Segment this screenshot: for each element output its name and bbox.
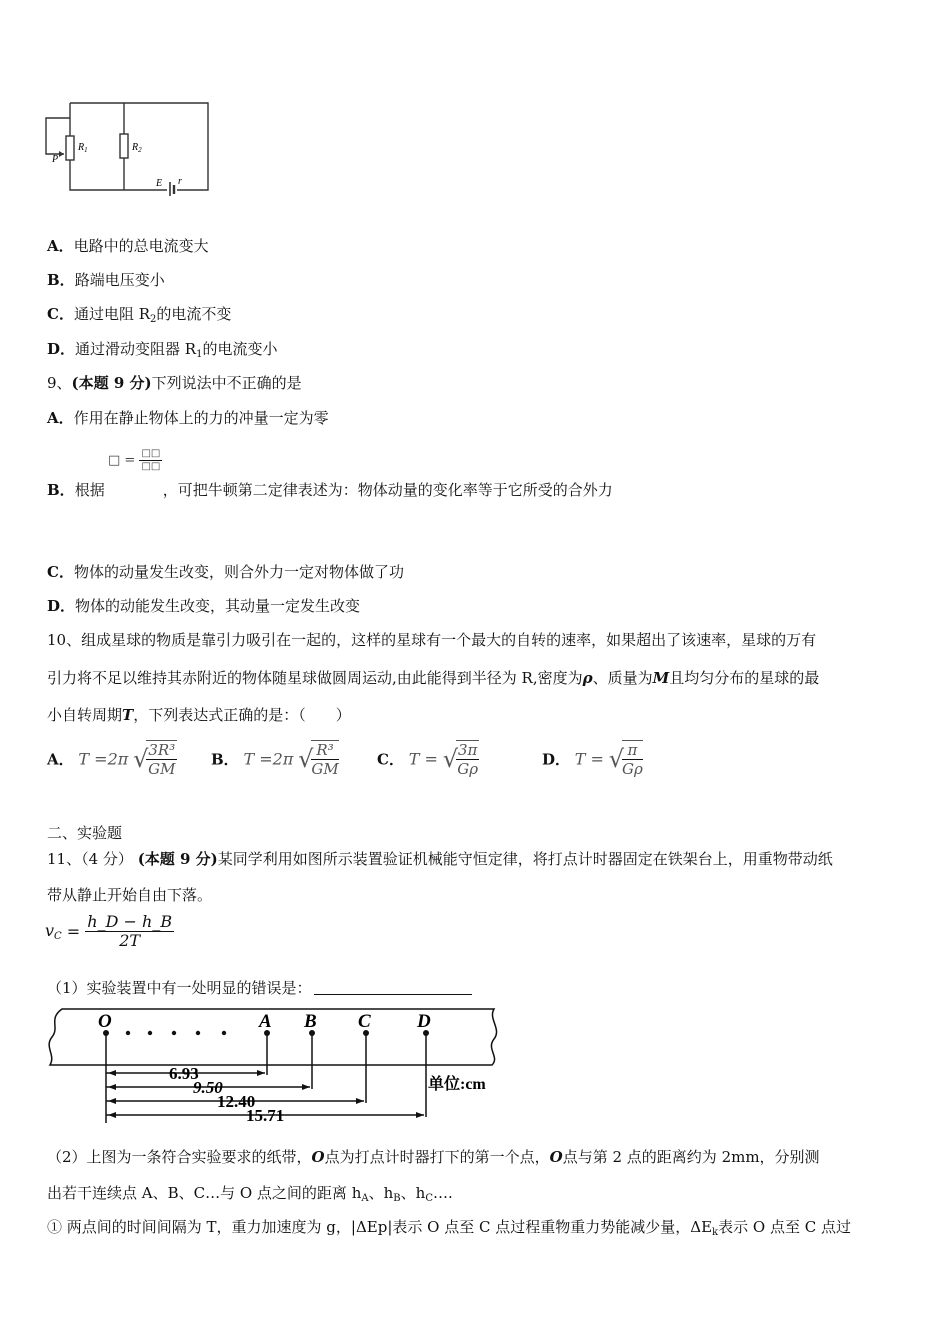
- q10-line-2: 引力将不足以维持其赤附近的物体随星球做圆周运动,由此能得到半径为 R,密度为ρ、质量为M且均匀分布的星球的最: [47, 669, 820, 687]
- q11-part2-line-2: 出若干连续点 A、B、C…与 O 点之间的距离 $h_A$、$h_B$、$h_C\dots$.: [47, 1184, 453, 1204]
- tape-point-c: C: [358, 1011, 371, 1032]
- tape-distance-od: 15.71: [246, 1106, 285, 1125]
- label-r2: $R_2$: [132, 142, 142, 154]
- q10-option-a: A． T =2π √ $\frac{\text{3R³}}{GM}$: [47, 741, 176, 778]
- q10-option-c: C． T = √ $\frac{3\pi}{G\rho}$: [377, 741, 479, 778]
- q11-part2-line-1: （2）上图为一条符合实验要求的纸带，O点为打点计时器打下的第一个点，O点与第 2 点的距离约为 2mm，分别测: [47, 1148, 820, 1166]
- q9-option-a: A．作用在静止物体上的力的冲量一定为零: [47, 409, 329, 427]
- label-r1: $R_1$: [78, 142, 88, 154]
- q11-part2-line-3: ① 两点间的时间间隔为 T，重力加速度为 g，|ΔEp|表示 O 点至 C 点过程重物重力势能减少量，$\Delta E_k$表示 O 点至 C 点过: [47, 1218, 851, 1238]
- q9-stem: 9、(本题 9 分)下列说法中不正确的是: [47, 374, 302, 392]
- q10-option-d: D． T = √ $\frac{\pi}{G\rho}$: [542, 741, 643, 778]
- q10-option-b: B． T =2π √ $\frac{\text{R³}}{GM}$: [211, 741, 339, 778]
- q9-option-d: D．物体的动能发生改变，其动量一定发生改变: [47, 597, 361, 615]
- label-p: P: [52, 154, 59, 165]
- q9-option-b: B．根据 ，可把牛顿第二定律表述为：物体动量的变化率等于它所受的合外力: [47, 481, 613, 499]
- tape-point-d: D: [417, 1011, 431, 1032]
- label-e: E: [156, 178, 163, 189]
- q10-line-3: 小自转周期T，下列表达式正确的是：（ ）: [47, 706, 351, 724]
- tape-unit: 单位:cm: [428, 1076, 486, 1093]
- q8-option-d: D．通过滑动变阻器 $R_1$的电流变小: [47, 340, 278, 360]
- tape-distance-ob: 9.50: [193, 1078, 223, 1097]
- q10-line-1: 10、组成星球的物质是靠引力吸引在一起的，这样的星球有一个最大的自转的速率，如果超出了该速率，星球的万有: [47, 631, 817, 649]
- q11-formula: $v_C$ = $\frac{h\_D - h\_B}{2T}$: [45, 912, 173, 950]
- tape-distance-oc: 12.40: [217, 1092, 256, 1111]
- q9-formula: □ = □□ □□: [108, 448, 161, 472]
- tape-point-a: A: [259, 1011, 272, 1032]
- answer-blank[interactable]: [314, 980, 472, 995]
- q8-option-a: A．电路中的总电流变大: [47, 237, 209, 255]
- tape-point-b: B: [304, 1011, 317, 1032]
- q8-option-b: B．路端电压变小: [47, 271, 165, 289]
- tape-point-o: O: [98, 1011, 112, 1032]
- q9-option-c: C．物体的动量发生改变，则合外力一定对物体做了功: [47, 563, 404, 581]
- circuit-diagram: [40, 98, 215, 198]
- q8-option-c: C．通过电阻 $R_2$的电流不变: [47, 305, 232, 325]
- q11-line-1: 11、（4 分） (本题 9 分)某同学利用如图所示装置验证机械能守恒定律，将打点计时器固定在铁架台上，用重物带动纸: [47, 850, 833, 868]
- label-r: r: [178, 176, 182, 187]
- paper-tape-diagram: [40, 1005, 510, 1130]
- q11-line-2: 带从静止开始自由下落。: [47, 886, 213, 904]
- section-title: 二、实验题: [47, 824, 123, 842]
- tape-distance-oa: 6.93: [169, 1064, 199, 1083]
- q11-part1: （1）实验装置中有一处明显的错误是：: [47, 978, 472, 998]
